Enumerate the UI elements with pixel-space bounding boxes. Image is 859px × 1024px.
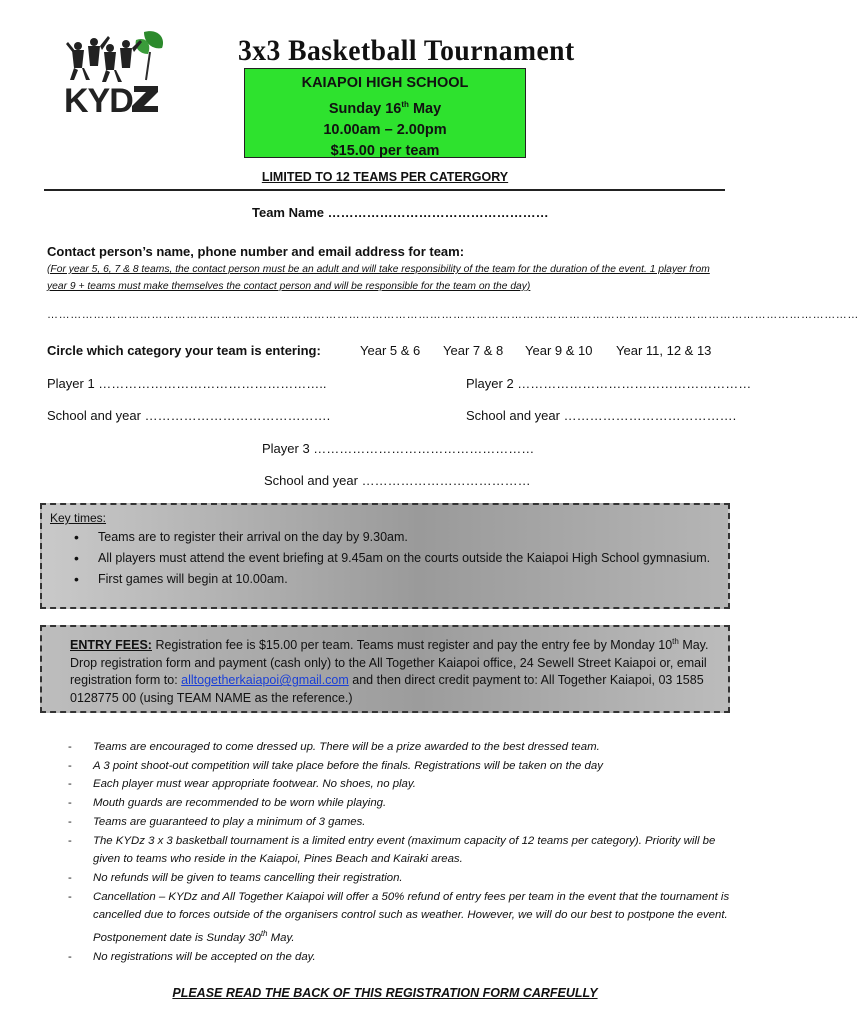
list-item: - Teams are guaranteed to play a minimum of 3 games. [68, 813, 738, 832]
email-link[interactable]: alltogetherkaiapoi@gmail.com [181, 673, 349, 688]
footer-note: PLEASE READ THE BACK OF THIS REGISTRATION FORM CARFEULLY [172, 986, 598, 1000]
list-item: - Teams are encouraged to come dressed up. There will be a prize awarded to the best dressed team. [68, 738, 738, 757]
list-item: - Cancellation – KYDz and All Together Kaiapoi will offer a 50% refund of entry fees per team in the event that the tournament is cancelled due to forces outside of the organisers control such as weather. However, we will do our best to postpone the event. Postponement date is Sunday 30th May. [68, 888, 738, 948]
player-1-field[interactable]: Player 1 …………………………………………….. [47, 376, 327, 391]
team-name-field[interactable]: Team Name …………………………………………… [252, 205, 549, 220]
list-item: - No refunds will be given to teams cancelling their registration. [68, 869, 738, 888]
list-item: - A 3 point shoot-out competition will take place before the finals. Registrations will be taken on the day [68, 757, 738, 776]
player-3-field[interactable]: Player 3 …………………………………………… [262, 441, 535, 456]
contact-entry-line[interactable]: ………………………………………………………………………………………………………………………………………………………………………………………… [47, 309, 859, 321]
event-school: KAIAPOI HIGH SCHOOL [301, 75, 469, 91]
divider [44, 189, 725, 191]
key-times-box [40, 503, 730, 609]
entry-fees-box: ENTRY FEES: Registration fee is $15.00 per team. Teams must register and pay the entry fee by Monday 10th May. Drop registration form and payment (cash only) to the All Together Kaiapoi office, 24 Sewell Street Kaiapoi or, email registration form to: alltogetherkaiapoi@gmail.com and then direct credit payment to: All Together Kaiapoi, 03 1585 0128775 00 (using TEAM NAME as the reference.) [40, 625, 730, 713]
key-times-title: Key times: [50, 511, 107, 525]
list-item: - The KYDz 3 x 3 basketball tournament is a limited entry event (maximum capacity of 12 teams per category). Priority will be given to teams who reside in the Kaiapoi, Pines Beach and Kairaki areas. [68, 832, 738, 869]
contact-note: (For year 5, 6, 7 & 8 teams, the contact person must be an adult and will take responsibility of the team for the duration of the event. 1 player from year 9 + teams must make themselves the contact person and will be responsible for the team on the day) [47, 264, 710, 292]
entry-fees-text-3: and then direct credit payment to: All Together Kaiapoi, 03 1585 0128775 00 (using TEAM NAME as the reference.) [70, 673, 704, 705]
logo-lettering [64, 82, 158, 120]
category-label: Circle which category your team is entering: [47, 343, 321, 358]
list-item: • All players must attend the event briefing at 9.45am on the courts outside the Kaiapoi High School gymnasium. [74, 548, 724, 569]
list-item: • First games will begin at 10.00am. [74, 569, 724, 590]
list-item: - No registrations will be accepted on the day. [68, 948, 738, 967]
player-2-field[interactable]: Player 2 ……………………………………………… [466, 376, 752, 391]
player-3-school-field[interactable]: School and year ………………………………… [264, 473, 531, 488]
list-item: - Each player must wear appropriate footwear. No shoes, no play. [68, 775, 738, 794]
list-item: • Teams are to register their arrival on the day by 9.30am. [74, 527, 724, 548]
entry-fees-text-2: May. Drop registration form and payment (cash only) to the All Together Kaiapoi office, 24 Sewell Street Kaiapoi or, email registration form to: [70, 638, 709, 688]
contact-heading: Contact person’s name, phone number and email address for team: [47, 244, 465, 259]
page-title: 3x3 Basketball Tournament [238, 34, 575, 67]
player-1-school-field[interactable]: School and year ……………………………………. [47, 408, 331, 423]
limited-note: LIMITED TO 12 TEAMS PER CATERGORY [261, 170, 509, 184]
category-option-year-7-8[interactable]: Year 7 & 8 [443, 343, 504, 358]
event-price: $15.00 per team [330, 142, 440, 159]
category-option-year-5-6[interactable]: Year 5 & 6 [360, 343, 421, 358]
entry-fees-text: Registration fee is $15.00 per team. Teams must register and pay the entry fee by Monday 10 [151, 638, 673, 653]
entry-fees-label: ENTRY FEES: [70, 638, 152, 653]
list-item: - Mouth guards are recommended to be worn while playing. [68, 794, 738, 813]
category-option-year-11-13[interactable]: Year 11, 12 & 13 [616, 343, 712, 358]
player-2-school-field[interactable]: School and year …………………………………. [466, 408, 737, 423]
event-time: 10.00am – 2.00pm [323, 121, 447, 138]
event-date: Sunday 16th May [328, 100, 442, 117]
event-details-box [244, 68, 526, 158]
svg-text:KYD: KYD [64, 82, 133, 120]
rules-list [68, 738, 738, 966]
category-option-year-9-10[interactable]: Year 9 & 10 [525, 343, 593, 358]
key-times-list [74, 527, 724, 590]
kydz-logo [58, 28, 170, 120]
